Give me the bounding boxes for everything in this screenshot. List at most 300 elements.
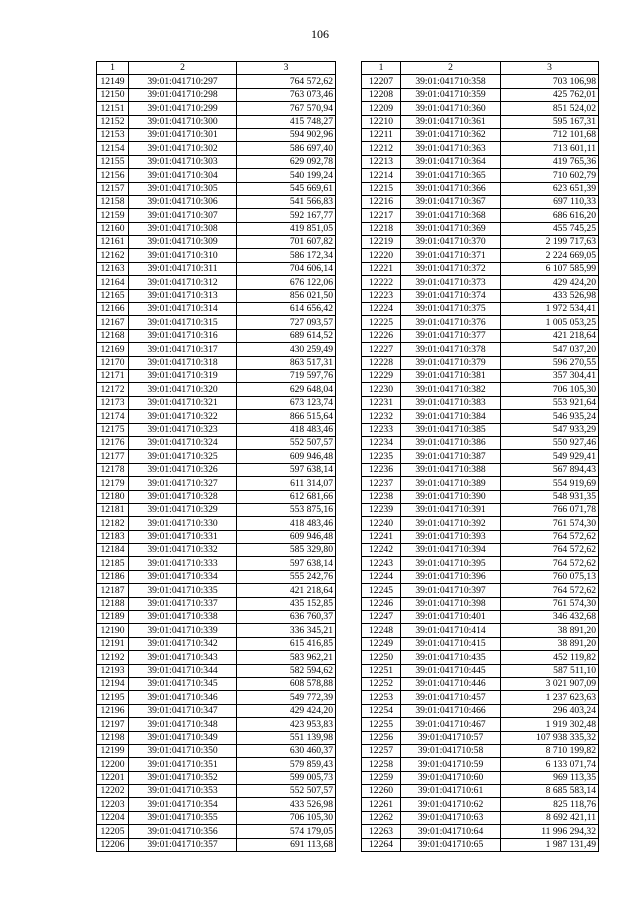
table-row xyxy=(97,731,336,744)
value-cell: 430 259,49 xyxy=(237,343,336,356)
value-cell: 1 005 053,25 xyxy=(501,316,599,329)
value-cell: 415 748,27 xyxy=(237,115,336,128)
cadastral-number-cell: 39:01:041710:388 xyxy=(401,463,501,476)
value-cell: 582 594,62 xyxy=(237,664,336,677)
table-row xyxy=(97,369,336,382)
value-cell: 611 314,07 xyxy=(237,477,336,490)
registry-table-right xyxy=(361,61,599,852)
table-row xyxy=(97,289,336,302)
table-row xyxy=(362,771,599,784)
row-number-cell: 12241 xyxy=(362,530,401,543)
value-cell: 418 483,46 xyxy=(237,423,336,436)
row-number-cell: 12203 xyxy=(97,798,129,811)
value-cell: 623 651,39 xyxy=(501,182,599,195)
cadastral-number-cell: 39:01:041710:364 xyxy=(401,155,501,168)
row-number-cell: 12190 xyxy=(97,624,129,637)
value-cell: 429 424,20 xyxy=(237,704,336,717)
value-cell: 594 902,96 xyxy=(237,128,336,141)
value-cell: 579 859,43 xyxy=(237,758,336,771)
row-number-cell: 12167 xyxy=(97,316,129,329)
row-number-cell: 12179 xyxy=(97,477,129,490)
value-cell: 701 607,82 xyxy=(237,236,336,249)
table-row xyxy=(97,785,336,798)
cadastral-number-cell: 39:01:041710:371 xyxy=(401,249,501,262)
value-cell: 614 656,42 xyxy=(237,303,336,316)
table-row xyxy=(97,691,336,704)
table-row xyxy=(97,75,336,88)
value-cell: 866 515,64 xyxy=(237,410,336,423)
table-row xyxy=(362,517,599,530)
table-row xyxy=(362,785,599,798)
row-number-cell: 12230 xyxy=(362,383,401,396)
value-cell: 583 962,21 xyxy=(237,651,336,664)
value-cell: 3 021 907,09 xyxy=(501,677,599,690)
value-cell: 540 199,24 xyxy=(237,169,336,182)
table-row xyxy=(97,128,336,141)
table-row xyxy=(97,503,336,516)
value-cell: 608 578,88 xyxy=(237,677,336,690)
row-number-cell: 12258 xyxy=(362,758,401,771)
table-row xyxy=(362,155,599,168)
table-row xyxy=(97,811,336,824)
column-header-2: 2 xyxy=(129,62,237,75)
value-cell: 706 105,30 xyxy=(501,383,599,396)
cadastral-number-cell: 39:01:041710:328 xyxy=(129,490,237,503)
row-number-cell: 12213 xyxy=(362,155,401,168)
table-row xyxy=(97,169,336,182)
value-cell: 1 987 131,49 xyxy=(501,838,599,851)
cadastral-number-cell: 39:01:041710:446 xyxy=(401,677,501,690)
row-number-cell: 12188 xyxy=(97,597,129,610)
row-number-cell: 12196 xyxy=(97,704,129,717)
value-cell: 719 597,76 xyxy=(237,369,336,382)
table-row xyxy=(97,343,336,356)
row-number-cell: 12234 xyxy=(362,436,401,449)
table-row xyxy=(362,798,599,811)
row-number-cell: 12183 xyxy=(97,530,129,543)
cadastral-number-cell: 39:01:041710:387 xyxy=(401,450,501,463)
cadastral-number-cell: 39:01:041710:338 xyxy=(129,611,237,624)
cadastral-number-cell: 39:01:041710:60 xyxy=(401,771,501,784)
cadastral-number-cell: 39:01:041710:308 xyxy=(129,222,237,235)
table-row xyxy=(97,102,336,115)
row-number-cell: 12158 xyxy=(97,195,129,208)
value-cell: 2 199 717,63 xyxy=(501,236,599,249)
cadastral-number-cell: 39:01:041710:369 xyxy=(401,222,501,235)
value-cell: 1 237 623,63 xyxy=(501,691,599,704)
table-row xyxy=(362,303,599,316)
value-cell: 346 432,68 xyxy=(501,611,599,624)
cadastral-number-cell: 39:01:041710:348 xyxy=(129,718,237,731)
row-number-cell: 12218 xyxy=(362,222,401,235)
table-row xyxy=(362,664,599,677)
cadastral-number-cell: 39:01:041710:300 xyxy=(129,115,237,128)
cadastral-number-cell: 39:01:041710:316 xyxy=(129,329,237,342)
table-row xyxy=(97,704,336,717)
value-cell: 761 574,30 xyxy=(501,517,599,530)
table-row xyxy=(362,289,599,302)
cadastral-number-cell: 39:01:041710:310 xyxy=(129,249,237,262)
value-cell: 713 601,11 xyxy=(501,142,599,155)
row-number-cell: 12185 xyxy=(97,557,129,570)
value-cell: 764 572,62 xyxy=(501,544,599,557)
table-row xyxy=(362,490,599,503)
row-number-cell: 12231 xyxy=(362,396,401,409)
cadastral-number-cell: 39:01:041710:319 xyxy=(129,369,237,382)
row-number-cell: 12256 xyxy=(362,731,401,744)
value-cell: 706 105,30 xyxy=(237,811,336,824)
cadastral-number-cell: 39:01:041710:57 xyxy=(401,731,501,744)
table-row xyxy=(97,825,336,838)
cadastral-number-cell: 39:01:041710:349 xyxy=(129,731,237,744)
value-cell: 760 075,13 xyxy=(501,570,599,583)
row-number-cell: 12214 xyxy=(362,169,401,182)
row-number-cell: 12175 xyxy=(97,423,129,436)
value-cell: 549 772,39 xyxy=(237,691,336,704)
column-header-1: 1 xyxy=(97,62,129,75)
value-cell: 763 073,46 xyxy=(237,88,336,101)
value-cell: 697 110,33 xyxy=(501,195,599,208)
cadastral-number-cell: 39:01:041710:466 xyxy=(401,704,501,717)
table-row xyxy=(97,316,336,329)
cadastral-number-cell: 39:01:041710:322 xyxy=(129,410,237,423)
table-row xyxy=(97,436,336,449)
value-cell: 712 101,68 xyxy=(501,128,599,141)
cadastral-number-cell: 39:01:041710:368 xyxy=(401,209,501,222)
table-header-row xyxy=(362,62,599,75)
row-number-cell: 12151 xyxy=(97,102,129,115)
row-number-cell: 12264 xyxy=(362,838,401,851)
row-number-cell: 12208 xyxy=(362,88,401,101)
value-cell: 710 602,79 xyxy=(501,169,599,182)
row-number-cell: 12248 xyxy=(362,624,401,637)
value-cell: 433 526,98 xyxy=(501,289,599,302)
cadastral-number-cell: 39:01:041710:367 xyxy=(401,195,501,208)
value-cell: 8 692 421,11 xyxy=(501,811,599,824)
table-row xyxy=(362,530,599,543)
value-cell: 767 570,94 xyxy=(237,102,336,115)
value-cell: 676 122,06 xyxy=(237,276,336,289)
row-number-cell: 12255 xyxy=(362,718,401,731)
value-cell: 587 511,10 xyxy=(501,664,599,677)
registry-table-left xyxy=(96,61,336,852)
row-number-cell: 12257 xyxy=(362,744,401,757)
row-number-cell: 12222 xyxy=(362,276,401,289)
value-cell: 764 572,62 xyxy=(501,584,599,597)
value-cell: 691 113,68 xyxy=(237,838,336,851)
table-row xyxy=(362,115,599,128)
row-number-cell: 12220 xyxy=(362,249,401,262)
row-number-cell: 12237 xyxy=(362,477,401,490)
table-body-right xyxy=(362,75,599,852)
value-cell: 592 167,77 xyxy=(237,209,336,222)
cadastral-number-cell: 39:01:041710:65 xyxy=(401,838,501,851)
value-cell: 629 092,78 xyxy=(237,155,336,168)
column-header-3: 3 xyxy=(501,62,599,75)
row-number-cell: 12227 xyxy=(362,343,401,356)
value-cell: 2 224 669,05 xyxy=(501,249,599,262)
cadastral-number-cell: 39:01:041710:353 xyxy=(129,785,237,798)
table-row xyxy=(97,222,336,235)
value-cell: 423 953,83 xyxy=(237,718,336,731)
cadastral-number-cell: 39:01:041710:317 xyxy=(129,343,237,356)
row-number-cell: 12200 xyxy=(97,758,129,771)
cadastral-number-cell: 39:01:041710:337 xyxy=(129,597,237,610)
cadastral-number-cell: 39:01:041710:333 xyxy=(129,557,237,570)
cadastral-number-cell: 39:01:041710:385 xyxy=(401,423,501,436)
table-row xyxy=(362,236,599,249)
cadastral-number-cell: 39:01:041710:343 xyxy=(129,651,237,664)
cadastral-number-cell: 39:01:041710:401 xyxy=(401,611,501,624)
page-number: 106 xyxy=(311,27,329,41)
row-number-cell: 12244 xyxy=(362,570,401,583)
row-number-cell: 12157 xyxy=(97,182,129,195)
row-number-cell: 12226 xyxy=(362,329,401,342)
row-number-cell: 12239 xyxy=(362,503,401,516)
cadastral-number-cell: 39:01:041710:321 xyxy=(129,396,237,409)
table-row xyxy=(97,718,336,731)
cadastral-number-cell: 39:01:041710:373 xyxy=(401,276,501,289)
table-row xyxy=(97,182,336,195)
value-cell: 547 037,20 xyxy=(501,343,599,356)
cadastral-number-cell: 39:01:041710:301 xyxy=(129,128,237,141)
table-row xyxy=(362,744,599,757)
value-cell: 433 526,98 xyxy=(237,798,336,811)
cadastral-number-cell: 39:01:041710:309 xyxy=(129,236,237,249)
value-cell: 107 938 335,32 xyxy=(501,731,599,744)
row-number-cell: 12153 xyxy=(97,128,129,141)
value-cell: 596 270,55 xyxy=(501,356,599,369)
cadastral-number-cell: 39:01:041710:357 xyxy=(129,838,237,851)
value-cell: 551 139,98 xyxy=(237,731,336,744)
table-row xyxy=(97,423,336,436)
table-row xyxy=(362,410,599,423)
table-row xyxy=(362,450,599,463)
row-number-cell: 12223 xyxy=(362,289,401,302)
value-cell: 969 113,35 xyxy=(501,771,599,784)
row-number-cell: 12174 xyxy=(97,410,129,423)
value-cell: 612 681,66 xyxy=(237,490,336,503)
table-row xyxy=(362,436,599,449)
row-number-cell: 12215 xyxy=(362,182,401,195)
cadastral-number-cell: 39:01:041710:381 xyxy=(401,369,501,382)
value-cell: 615 416,85 xyxy=(237,637,336,650)
value-cell: 6 107 585,99 xyxy=(501,262,599,275)
table-row xyxy=(362,423,599,436)
table-row xyxy=(362,557,599,570)
table-row xyxy=(97,744,336,757)
value-cell: 419 765,36 xyxy=(501,155,599,168)
table-row xyxy=(362,102,599,115)
cadastral-number-cell: 39:01:041710:346 xyxy=(129,691,237,704)
row-number-cell: 12229 xyxy=(362,369,401,382)
value-cell: 11 996 294,32 xyxy=(501,825,599,838)
table-row xyxy=(97,142,336,155)
row-number-cell: 12197 xyxy=(97,718,129,731)
cadastral-number-cell: 39:01:041710:396 xyxy=(401,570,501,583)
value-cell: 585 329,80 xyxy=(237,544,336,557)
value-cell: 421 218,64 xyxy=(237,584,336,597)
row-number-cell: 12178 xyxy=(97,463,129,476)
table-row xyxy=(362,195,599,208)
row-number-cell: 12186 xyxy=(97,570,129,583)
table-row xyxy=(97,276,336,289)
table-row xyxy=(97,798,336,811)
row-number-cell: 12259 xyxy=(362,771,401,784)
cadastral-number-cell: 39:01:041710:335 xyxy=(129,584,237,597)
row-number-cell: 12204 xyxy=(97,811,129,824)
row-number-cell: 12251 xyxy=(362,664,401,677)
table-row xyxy=(97,651,336,664)
cadastral-number-cell: 39:01:041710:334 xyxy=(129,570,237,583)
table-row xyxy=(362,825,599,838)
table-row xyxy=(362,503,599,516)
table-row xyxy=(97,624,336,637)
table-row xyxy=(97,517,336,530)
value-cell: 609 946,48 xyxy=(237,450,336,463)
row-number-cell: 12228 xyxy=(362,356,401,369)
row-number-cell: 12262 xyxy=(362,811,401,824)
cadastral-number-cell: 39:01:041710:297 xyxy=(129,75,237,88)
row-number-cell: 12219 xyxy=(362,236,401,249)
row-number-cell: 12195 xyxy=(97,691,129,704)
value-cell: 418 483,46 xyxy=(237,517,336,530)
table-row xyxy=(362,477,599,490)
value-cell: 764 572,62 xyxy=(237,75,336,88)
cadastral-number-cell: 39:01:041710:61 xyxy=(401,785,501,798)
cadastral-number-cell: 39:01:041710:362 xyxy=(401,128,501,141)
table-row xyxy=(362,718,599,731)
value-cell: 764 572,62 xyxy=(501,530,599,543)
row-number-cell: 12163 xyxy=(97,262,129,275)
table-row xyxy=(97,477,336,490)
table-row xyxy=(362,343,599,356)
cadastral-number-cell: 39:01:041710:394 xyxy=(401,544,501,557)
cadastral-number-cell: 39:01:041710:377 xyxy=(401,329,501,342)
table-row xyxy=(362,677,599,690)
row-number-cell: 12149 xyxy=(97,75,129,88)
cadastral-number-cell: 39:01:041710:323 xyxy=(129,423,237,436)
value-cell: 574 179,05 xyxy=(237,825,336,838)
row-number-cell: 12263 xyxy=(362,825,401,838)
value-cell: 549 929,41 xyxy=(501,450,599,463)
value-cell: 429 424,20 xyxy=(501,276,599,289)
value-cell: 555 242,76 xyxy=(237,570,336,583)
value-cell: 455 745,25 xyxy=(501,222,599,235)
value-cell: 636 760,37 xyxy=(237,611,336,624)
table-row xyxy=(362,637,599,650)
cadastral-number-cell: 39:01:041710:398 xyxy=(401,597,501,610)
cadastral-number-cell: 39:01:041710:366 xyxy=(401,182,501,195)
table-row xyxy=(97,584,336,597)
value-cell: 550 927,46 xyxy=(501,436,599,449)
value-cell: 552 507,57 xyxy=(237,436,336,449)
value-cell: 553 875,16 xyxy=(237,503,336,516)
column-header-2: 2 xyxy=(401,62,501,75)
value-cell: 764 572,62 xyxy=(501,557,599,570)
row-number-cell: 12189 xyxy=(97,611,129,624)
table-row xyxy=(97,490,336,503)
cadastral-number-cell: 39:01:041710:305 xyxy=(129,182,237,195)
table-row xyxy=(362,262,599,275)
table-row xyxy=(97,396,336,409)
table-row xyxy=(97,303,336,316)
row-number-cell: 12253 xyxy=(362,691,401,704)
table-row xyxy=(362,731,599,744)
value-cell: 38 891,20 xyxy=(501,637,599,650)
cadastral-number-cell: 39:01:041710:374 xyxy=(401,289,501,302)
cadastral-number-cell: 39:01:041710:354 xyxy=(129,798,237,811)
value-cell: 435 152,85 xyxy=(237,597,336,610)
cadastral-number-cell: 39:01:041710:389 xyxy=(401,477,501,490)
table-row xyxy=(362,611,599,624)
row-number-cell: 12150 xyxy=(97,88,129,101)
cadastral-number-cell: 39:01:041710:59 xyxy=(401,758,501,771)
value-cell: 851 524,02 xyxy=(501,102,599,115)
cadastral-number-cell: 39:01:041710:313 xyxy=(129,289,237,302)
table-row xyxy=(97,463,336,476)
cadastral-number-cell: 39:01:041710:347 xyxy=(129,704,237,717)
cadastral-number-cell: 39:01:041710:378 xyxy=(401,343,501,356)
row-number-cell: 12206 xyxy=(97,838,129,851)
cadastral-number-cell: 39:01:041710:299 xyxy=(129,102,237,115)
table-row xyxy=(362,249,599,262)
table-row xyxy=(362,704,599,717)
cadastral-number-cell: 39:01:041710:345 xyxy=(129,677,237,690)
cadastral-number-cell: 39:01:041710:363 xyxy=(401,142,501,155)
row-number-cell: 12249 xyxy=(362,637,401,650)
cadastral-number-cell: 39:01:041710:375 xyxy=(401,303,501,316)
cadastral-number-cell: 39:01:041710:445 xyxy=(401,664,501,677)
cadastral-number-cell: 39:01:041710:386 xyxy=(401,436,501,449)
cadastral-number-cell: 39:01:041710:370 xyxy=(401,236,501,249)
table-row xyxy=(362,396,599,409)
value-cell: 689 614,52 xyxy=(237,329,336,342)
row-number-cell: 12246 xyxy=(362,597,401,610)
value-cell: 8 710 199,82 xyxy=(501,744,599,757)
table-row xyxy=(362,758,599,771)
cadastral-number-cell: 39:01:041710:325 xyxy=(129,450,237,463)
cadastral-number-cell: 39:01:041710:62 xyxy=(401,798,501,811)
cadastral-number-cell: 39:01:041710:467 xyxy=(401,718,501,731)
row-number-cell: 12209 xyxy=(362,102,401,115)
row-number-cell: 12261 xyxy=(362,798,401,811)
table-row xyxy=(97,677,336,690)
table-row xyxy=(362,329,599,342)
table-row xyxy=(97,530,336,543)
cadastral-number-cell: 39:01:041710:324 xyxy=(129,436,237,449)
row-number-cell: 12181 xyxy=(97,503,129,516)
value-cell: 296 403,24 xyxy=(501,704,599,717)
value-cell: 452 119,82 xyxy=(501,651,599,664)
table-row xyxy=(362,356,599,369)
table-row xyxy=(97,597,336,610)
table-row xyxy=(362,222,599,235)
value-cell: 629 648,04 xyxy=(237,383,336,396)
table-row xyxy=(97,450,336,463)
value-cell: 1 919 302,48 xyxy=(501,718,599,731)
value-cell: 419 851,05 xyxy=(237,222,336,235)
row-number-cell: 12184 xyxy=(97,544,129,557)
value-cell: 552 507,57 xyxy=(237,785,336,798)
cadastral-number-cell: 39:01:041710:64 xyxy=(401,825,501,838)
table-row xyxy=(362,651,599,664)
row-number-cell: 12171 xyxy=(97,369,129,382)
value-cell: 597 638,14 xyxy=(237,463,336,476)
cadastral-number-cell: 39:01:041710:391 xyxy=(401,503,501,516)
row-number-cell: 12182 xyxy=(97,517,129,530)
row-number-cell: 12216 xyxy=(362,195,401,208)
